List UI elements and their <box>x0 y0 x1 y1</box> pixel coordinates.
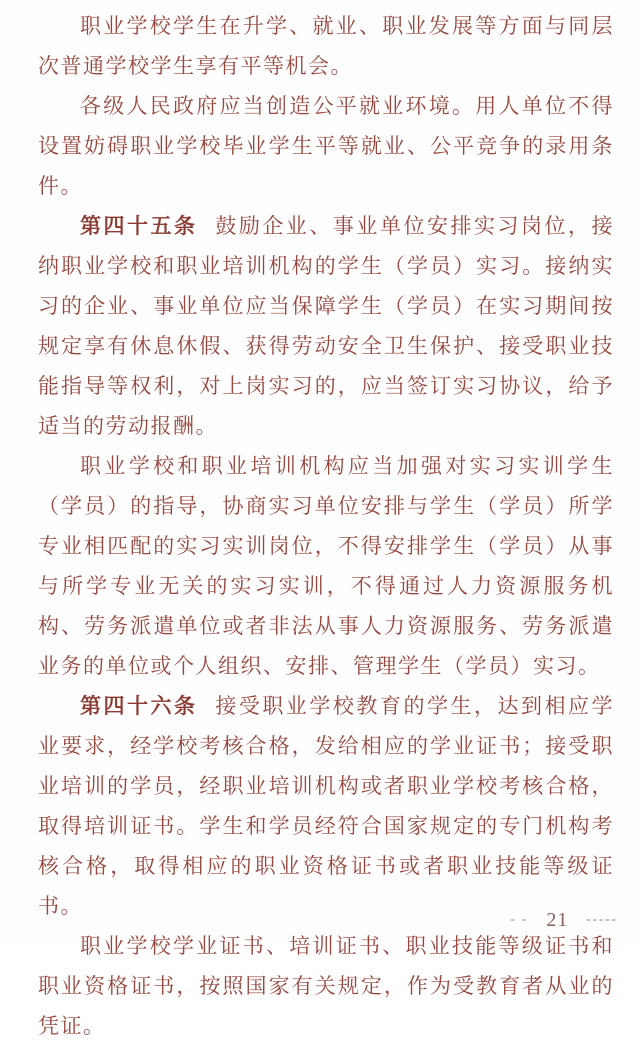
article-46-heading: 第四十六条 <box>80 694 198 718</box>
page-footer <box>510 909 618 932</box>
footer-dash-left: - - <box>510 910 529 926</box>
document-body <box>38 6 614 1046</box>
paragraph-text: 职业学校和职业培训机构应当加强对实习实训学生（学员）的指导，协商实习单位安排与学生（学员）所学专业相匹配的实习实训岗位，不得安排学生（学员）从事与所学专业无关的实习实训，不得通过人力资源服务机构、劳务派遣单位或者非法从事人力资源服务、劳务派遣业务的单位或个人组织、安排、管理学生（学员）实习。 <box>38 454 614 678</box>
paragraph-certificates <box>38 926 614 1046</box>
paragraph-text: 职业学校学业证书、培训证书、职业技能等级证书和职业资格证书，按照国家有关规定，作为受教育者从业的凭证。 <box>38 934 614 1038</box>
paragraph-internship-management <box>38 446 614 686</box>
paragraph-equal-opportunity <box>38 6 614 86</box>
paragraph-fair-employment <box>38 86 614 206</box>
footer-dash-right: ----- <box>586 910 618 926</box>
paragraph-text: 接受职业学校教育的学生，达到相应学业要求，经学校考核合格，发给相应的学业证书；接受职业培训的学员，经职业培训机构或者职业学校考核合格，取得培训证书。学生和学员经符合国家规定的专门机构考核合格，取得相应的职业资格证书或者职业技能等级证书。 <box>38 694 615 918</box>
paragraph-text: 职业学校学生在升学、就业、职业发展等方面与同层次普通学校学生享有平等机会。 <box>38 14 614 78</box>
article-45-heading: 第四十五条 <box>80 214 198 238</box>
paragraph-article-45 <box>38 206 614 446</box>
paragraph-text: 各级人民政府应当创造公平就业环境。用人单位不得设置妨碍职业学校毕业学生平等就业、公平竞争的录用条件。 <box>38 94 614 198</box>
page-number: 21 <box>546 909 569 931</box>
paragraph-article-46 <box>38 686 614 926</box>
paragraph-text: 鼓励企业、事业单位安排实习岗位，接纳职业学校和职业培训机构的学生（学员）实习。接纳实习的企业、事业单位应当保障学生（学员）在实习期间按规定享有休息休假、获得劳动安全卫生保护、接受职业技能指导等权利，对上岗实习的，应当签订实习协议，给予适当的劳动报酬。 <box>38 214 615 438</box>
